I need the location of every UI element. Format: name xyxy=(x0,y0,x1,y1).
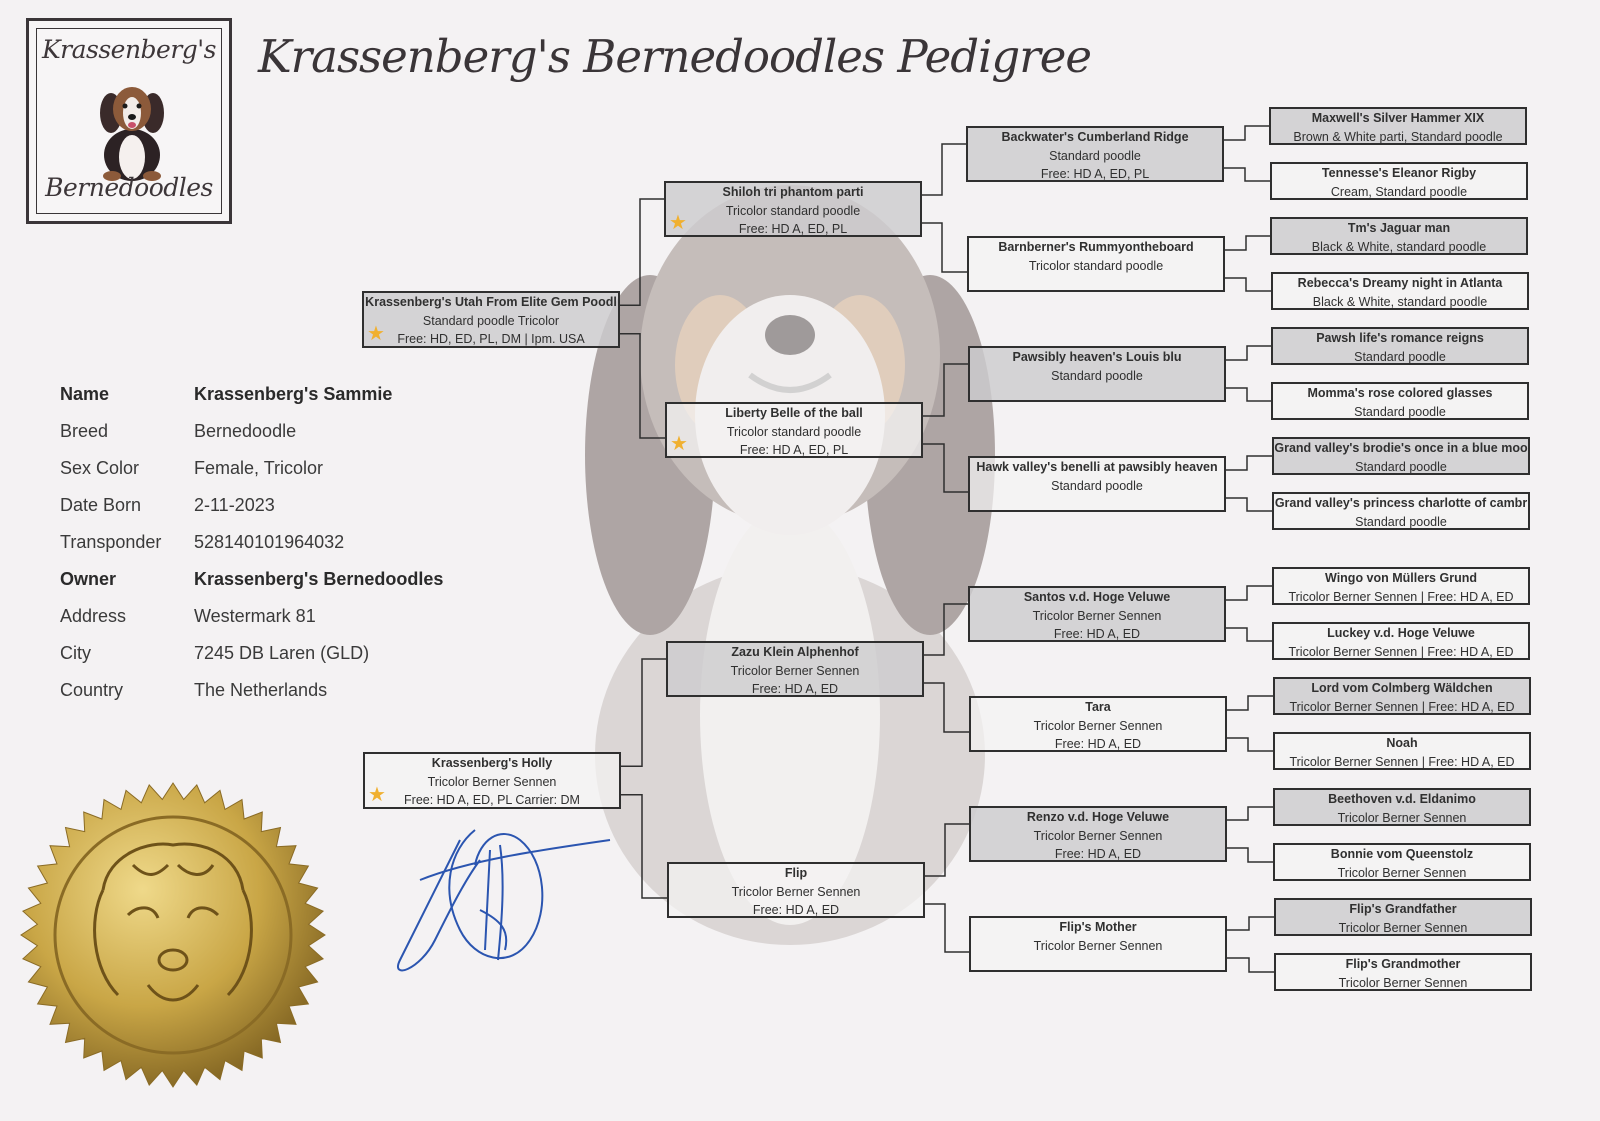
logo-top-text: Krassenberg's xyxy=(41,35,217,64)
dog-name: Flip xyxy=(784,866,808,880)
dog-detail-line: Free: HD A, ED xyxy=(1054,847,1142,861)
dog-name: Wingo von Müllers Grund xyxy=(1325,571,1477,585)
dog-detail-line: Tricolor Berner Sennen xyxy=(427,774,557,789)
signature xyxy=(380,820,620,990)
dam-box xyxy=(363,752,621,809)
dog-name: Maxwell's Silver Hammer XIX xyxy=(1311,111,1485,125)
dog-detail-line: Tricolor Berner Sennen xyxy=(1033,938,1163,953)
dog-name: Pawsibly heaven's Louis blu xyxy=(1012,350,1182,364)
dog-detail-line: Tricolor standard poodle xyxy=(725,203,861,218)
connector-line xyxy=(925,904,969,952)
star-icon: ★ xyxy=(368,784,386,806)
dog-name: Barnberner's Rummyontheboard xyxy=(998,240,1194,254)
dog-name: Momma's rose colored glasses xyxy=(1307,386,1493,400)
dog-name: Hawk valley's benelli at pawsibly heaven xyxy=(976,460,1218,474)
dog-detail-line: Free: HD A, ED xyxy=(752,903,840,917)
great-great-grandparent-box xyxy=(1272,622,1530,660)
info-label: Address xyxy=(60,606,127,626)
info-value: Female, Tricolor xyxy=(194,458,324,478)
grandparent-box xyxy=(664,181,922,237)
dog-detail-line: Black & White, standard poodle xyxy=(1311,239,1487,254)
info-value: Westermark 81 xyxy=(194,606,316,626)
grandparent-box xyxy=(666,641,924,697)
gold-seal-dog-icon xyxy=(8,780,338,1090)
dog-name: Grand valley's brodie's once in a blue moo xyxy=(1274,441,1528,455)
dog-detail-line: Tricolor Berner Sennen xyxy=(731,884,861,899)
great-great-grandparent-box xyxy=(1273,677,1531,715)
connector-line xyxy=(620,334,665,438)
dog-detail-line: Standard poodle xyxy=(1355,514,1447,529)
grandparent-box xyxy=(667,862,925,918)
connector-line xyxy=(1227,807,1273,820)
dog-name: Pawsh life's romance reigns xyxy=(1316,331,1484,345)
info-label: Date Born xyxy=(60,495,142,515)
dog-detail-line: Free: HD A, ED, PL xyxy=(1040,167,1150,181)
dog-detail-line: Tricolor standard poodle xyxy=(726,424,862,439)
connector-line xyxy=(1225,278,1271,291)
dog-detail-line: Free: HD A, ED xyxy=(1054,737,1142,751)
dog-name: Lord vom Colmberg Wäldchen xyxy=(1311,681,1493,695)
info-label: Country xyxy=(60,680,124,700)
info-label: Transponder xyxy=(60,532,162,552)
connector-line xyxy=(1226,456,1272,470)
connector-line xyxy=(621,795,667,898)
info-label: Name xyxy=(60,384,110,404)
connector-line xyxy=(922,223,967,272)
info-value: 7245 DB Laren (GLD) xyxy=(194,643,370,663)
dog-detail-line: Free: HD A, ED, PL Carrier: DM xyxy=(404,793,580,807)
great-great-grandparent-box xyxy=(1274,898,1532,936)
dog-name: Krassenberg's Utah From Elite Gem Poodl xyxy=(365,295,617,309)
connector-line xyxy=(1227,958,1274,972)
dog-name: Zazu Klein Alphenhof xyxy=(731,645,859,659)
great-great-grandparent-box xyxy=(1273,732,1531,770)
dog-name: Flip's Grandfather xyxy=(1349,902,1457,916)
info-value: Krassenberg's Sammie xyxy=(194,384,393,404)
great-grandparent-box xyxy=(969,806,1227,862)
dog-detail-line: Standard poodle xyxy=(1354,404,1446,419)
great-grandparent-box xyxy=(968,586,1226,642)
dog-name: Tm's Jaguar man xyxy=(1347,221,1451,235)
dog-name: Backwater's Cumberland Ridge xyxy=(1001,130,1189,144)
dog-detail-line: Tricolor Berner Sennen | Free: HD A, ED xyxy=(1289,699,1515,714)
connector-line xyxy=(925,824,969,876)
dog-name: Tennesse's Eleanor Rigby xyxy=(1321,166,1477,180)
info-value: The Netherlands xyxy=(194,680,328,700)
dog-detail-line: Black & White, standard poodle xyxy=(1312,294,1488,309)
dog-detail-line: Standard poodle Tricolor xyxy=(422,313,560,328)
grandparent-box xyxy=(665,402,923,458)
dog-detail-line: Tricolor Berner Sennen | Free: HD A, ED xyxy=(1288,589,1514,604)
dog-detail-line: Standard poodle xyxy=(1354,349,1446,364)
dog-detail-line: Brown & White parti, Standard poodle xyxy=(1293,129,1503,144)
dog-detail-line: Tricolor Berner Sennen xyxy=(1032,608,1162,623)
info-value: 528140101964032 xyxy=(194,532,345,552)
connector-line xyxy=(923,444,968,492)
great-great-grandparent-box xyxy=(1271,327,1529,365)
great-grandparent-box xyxy=(968,346,1226,402)
page-title: Krassenberg's Bernedoodles Pedigree xyxy=(258,30,1091,83)
star-icon: ★ xyxy=(367,323,385,345)
dog-name: Santos v.d. Hoge Veluwe xyxy=(1023,590,1171,604)
dog-detail-line: Tricolor Berner Sennen xyxy=(1033,828,1163,843)
info-value: Bernedoodle xyxy=(194,421,297,441)
dog-name: Rebecca's Dreamy night in Atlanta xyxy=(1297,276,1503,290)
dog-name: Flip's Mother xyxy=(1059,920,1137,934)
star-icon: ★ xyxy=(670,433,688,455)
great-great-grandparent-box xyxy=(1274,953,1532,991)
great-great-grandparent-box xyxy=(1271,272,1529,310)
dog-name: Liberty Belle of the ball xyxy=(725,406,863,420)
great-great-grandparent-box xyxy=(1270,162,1528,200)
great-great-grandparent-box xyxy=(1269,107,1527,145)
dog-detail-line: Standard poodle xyxy=(1051,478,1143,493)
dog-detail-line: Free: HD, ED, PL, DM | Ipm. USA xyxy=(397,332,585,346)
connector-line xyxy=(1225,236,1270,250)
dog-name: Noah xyxy=(1386,736,1418,750)
connector-line xyxy=(1227,848,1273,862)
connector-line xyxy=(1226,628,1272,641)
great-great-grandparent-box xyxy=(1272,492,1530,530)
dog-detail-line: Free: HD A, ED xyxy=(751,682,839,696)
dog-detail-line: Free: HD A, ED, PL xyxy=(738,222,848,236)
dog-detail-line: Tricolor Berner Sennen xyxy=(1338,975,1468,990)
connector-line xyxy=(1226,346,1271,360)
great-great-grandparent-box xyxy=(1272,437,1530,475)
dog-name: Bonnie vom Queenstolz xyxy=(1330,847,1474,861)
dog-name: Beethoven v.d. Eldanimo xyxy=(1328,792,1476,806)
connector-line xyxy=(1227,738,1273,751)
star-icon: ★ xyxy=(669,212,687,234)
great-grandparent-box xyxy=(966,126,1224,182)
great-grandparent-box xyxy=(969,696,1227,752)
connector-line xyxy=(923,364,968,416)
info-label: City xyxy=(60,643,91,663)
info-label: Breed xyxy=(60,421,109,441)
dog-detail-line: Tricolor Berner Sennen xyxy=(730,663,860,678)
info-label: Sex Color xyxy=(60,458,140,478)
great-grandparent-box xyxy=(967,236,1225,292)
dog-detail-line: Tricolor Berner Sennen | Free: HD A, ED xyxy=(1289,754,1515,769)
great-great-grandparent-box xyxy=(1273,843,1531,881)
info-value: 2-11-2023 xyxy=(194,495,275,515)
dog-detail-line: Free: HD A, ED, PL xyxy=(739,443,849,457)
dog-name: Luckey v.d. Hoge Veluwe xyxy=(1327,626,1475,640)
connector-line xyxy=(1224,126,1269,140)
connector-line xyxy=(1226,498,1272,511)
dog-detail-line: Tricolor Berner Sennen xyxy=(1033,718,1163,733)
connector-line xyxy=(924,604,968,655)
connector-line xyxy=(621,659,666,766)
dog-detail-line: Standard poodle xyxy=(1049,148,1141,163)
sire-box xyxy=(362,291,620,348)
connector-line xyxy=(922,144,966,195)
dog-detail-line: Free: HD A, ED xyxy=(1053,627,1141,641)
great-grandparent-box xyxy=(968,456,1226,512)
dog-name: Grand valley's princess charlotte of cambr xyxy=(1274,496,1528,510)
dog-detail-line: Standard poodle xyxy=(1051,368,1143,383)
great-great-grandparent-box xyxy=(1272,567,1530,605)
dog-detail-line: Tricolor Berner Sennen xyxy=(1338,920,1468,935)
connector-line xyxy=(1226,388,1271,401)
dog-detail-line: Standard poodle xyxy=(1355,459,1447,474)
connector-line xyxy=(1224,168,1270,181)
connector-line xyxy=(1227,696,1273,710)
dog-detail-line: Tricolor Berner Sennen xyxy=(1337,865,1467,880)
great-great-grandparent-box xyxy=(1273,788,1531,826)
dog-detail-line: Tricolor Berner Sennen xyxy=(1337,810,1467,825)
connector-line xyxy=(1227,917,1274,930)
dog-name: Krassenberg's Holly xyxy=(431,756,553,770)
connector-line xyxy=(924,683,969,732)
great-grandparent-box xyxy=(969,916,1227,972)
great-great-grandparent-box xyxy=(1270,217,1528,255)
dog-detail-line: Cream, Standard poodle xyxy=(1330,184,1468,199)
dog-name: Flip's Grandmother xyxy=(1345,957,1461,971)
connector-line xyxy=(620,199,664,305)
great-great-grandparent-box xyxy=(1271,382,1529,420)
logo-bottom-text: Bernedoodles xyxy=(45,173,213,202)
dog-detail-line: Tricolor Berner Sennen | Free: HD A, ED xyxy=(1288,644,1514,659)
info-label: Owner xyxy=(60,569,117,589)
connector-line xyxy=(1226,586,1272,600)
dog-name: Shiloh tri phantom parti xyxy=(722,185,864,199)
info-value: Krassenberg's Bernedoodles xyxy=(194,569,444,589)
dog-name: Tara xyxy=(1085,700,1111,714)
dog-name: Renzo v.d. Hoge Veluwe xyxy=(1026,810,1170,824)
dog-detail-line: Tricolor standard poodle xyxy=(1028,258,1164,273)
